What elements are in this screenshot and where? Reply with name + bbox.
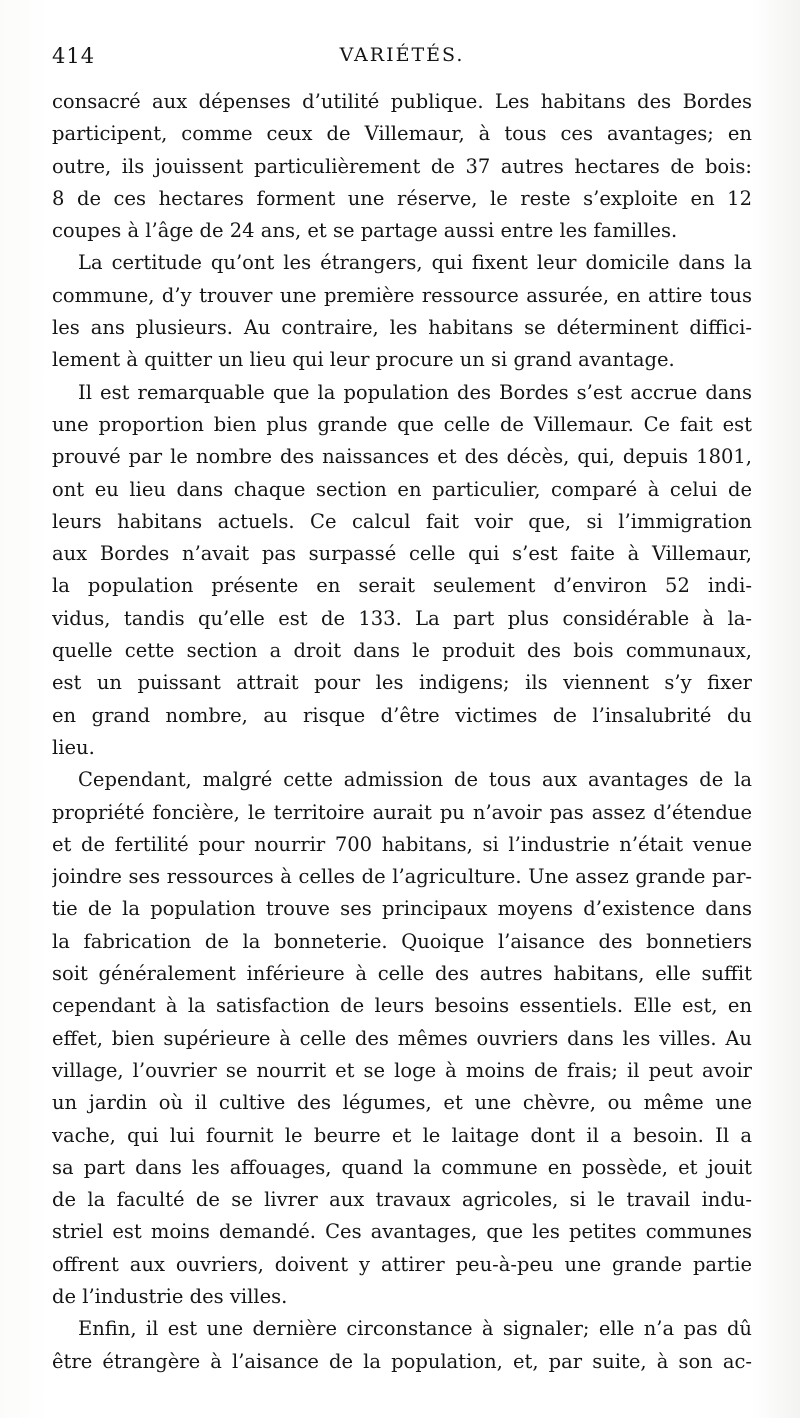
text-line: vidus, tandis qu’elle est de 133. La part plus considérable à la- <box>52 606 752 630</box>
text-line: striel est moins demandé. Ces avantages, que les petites communes <box>52 1220 752 1244</box>
paragraph-4 <box>52 764 752 1313</box>
text-line: participent, comme ceux de Villemaur, à tous ces avantages; en <box>52 122 752 146</box>
paragraph-1 <box>52 86 752 247</box>
running-head: VARIÉTÉS. <box>339 44 465 66</box>
text-line: de l’industrie des villes. <box>52 1284 288 1308</box>
text-line: effet, bien supérieure à celle des mêmes ouvriers dans les villes. Au <box>52 1026 752 1050</box>
text-line: une proportion bien plus grande que celle de Villemaur. Ce fait est <box>52 412 752 436</box>
text-line: La certitude qu’ont les étrangers, qui fixent leur domicile dans la <box>78 251 752 275</box>
text-line: leurs habitans actuels. Ce calcul fait voir que, si l’immigration <box>52 509 752 533</box>
text-line: commune, d’y trouver une première ressource assurée, en attire tous <box>52 283 752 307</box>
paragraph-2 <box>52 247 752 376</box>
page-number: 414 <box>52 44 96 68</box>
text-line: tie de la population trouve ses principaux moyens d’existence dans <box>52 897 752 921</box>
body-text <box>52 86 752 1378</box>
text-line: Il est remarquable que la population des Bordes s’est accrue dans <box>78 380 752 404</box>
text-line: un jardin où il cultive des légumes, et une chèvre, ou même une <box>52 1091 752 1115</box>
text-line: la population présente en serait seulement d’environ 52 indi- <box>52 574 752 598</box>
text-line: joindre ses ressources à celles de l’agriculture. Une assez grande par- <box>52 865 752 889</box>
text-line: village, l’ouvrier se nourrit et se loge à moins de frais; il peut avoir <box>52 1058 752 1082</box>
text-line: être étrangère à l’aisance de la population, et, par suite, à son ac- <box>52 1349 752 1373</box>
text-line: lement à quitter un lieu qui leur procure un si grand avantage. <box>52 348 675 372</box>
text-line: soit généralement inférieure à celle des autres habitans, elle suffit <box>52 962 752 986</box>
paragraph-3 <box>52 377 752 765</box>
text-line: ont eu lieu dans chaque section en particulier, comparé à celui de <box>52 477 752 501</box>
text-line: aux Bordes n’avait pas surpassé celle qui s’est faite à Villemaur, <box>52 542 752 566</box>
text-line: en grand nombre, au risque d’être victimes de l’insalubrité du <box>52 703 752 727</box>
text-line: Cependant, malgré cette admission de tous aux avantages de la <box>78 768 752 792</box>
text-line: lieu. <box>52 735 95 759</box>
text-line: 8 de ces hectares forment une réserve, le reste s’exploite en 12 <box>52 186 752 210</box>
text-line: consacré aux dépenses d’utilité publique. Les habitans des Bordes <box>52 90 752 113</box>
text-line: sa part dans les affouages, quand la commune en possède, et jouit <box>52 1155 752 1179</box>
text-line: outre, ils jouissent particulièrement de 37 autres hectares de bois: <box>52 154 752 178</box>
text-line: de la faculté de se livrer aux travaux agricoles, si le travail indu- <box>52 1188 752 1212</box>
text-line: Enfin, il est une dernière circonstance à signaler; elle n’a pas dû <box>78 1317 752 1341</box>
text-line: et de fertilité pour nourrir 700 habitans, si l’industrie n’était venue <box>52 832 752 856</box>
text-line: coupes à l’âge de 24 ans, et se partage aussi entre les familles. <box>52 219 678 243</box>
text-line: est un puissant attrait pour les indigens; ils viennent s’y fixer <box>52 671 752 695</box>
text-line: offrent aux ouvriers, doivent y attirer peu-à-peu une grande partie <box>52 1252 752 1276</box>
text-line: les ans plusieurs. Au contraire, les habitans se déterminent diffici- <box>52 316 752 340</box>
page-header <box>52 44 752 74</box>
text-line: prouvé par le nombre des naissances et des décès, qui, depuis 1801, <box>52 445 752 469</box>
text-line: quelle cette section a droit dans le produit des bois communaux, <box>52 639 752 663</box>
text-line: vache, qui lui fournit le beurre et le laitage dont il a besoin. Il a <box>52 1123 752 1147</box>
text-line: propriété foncière, le territoire aurait pu n’avoir pas assez d’étendue <box>52 800 752 824</box>
paragraph-5 <box>52 1313 752 1378</box>
text-line: la fabrication de la bonneterie. Quoique l’aisance des bonnetiers <box>52 929 752 953</box>
text-line: cependant à la satisfaction de leurs besoins essentiels. Elle est, en <box>52 994 752 1018</box>
